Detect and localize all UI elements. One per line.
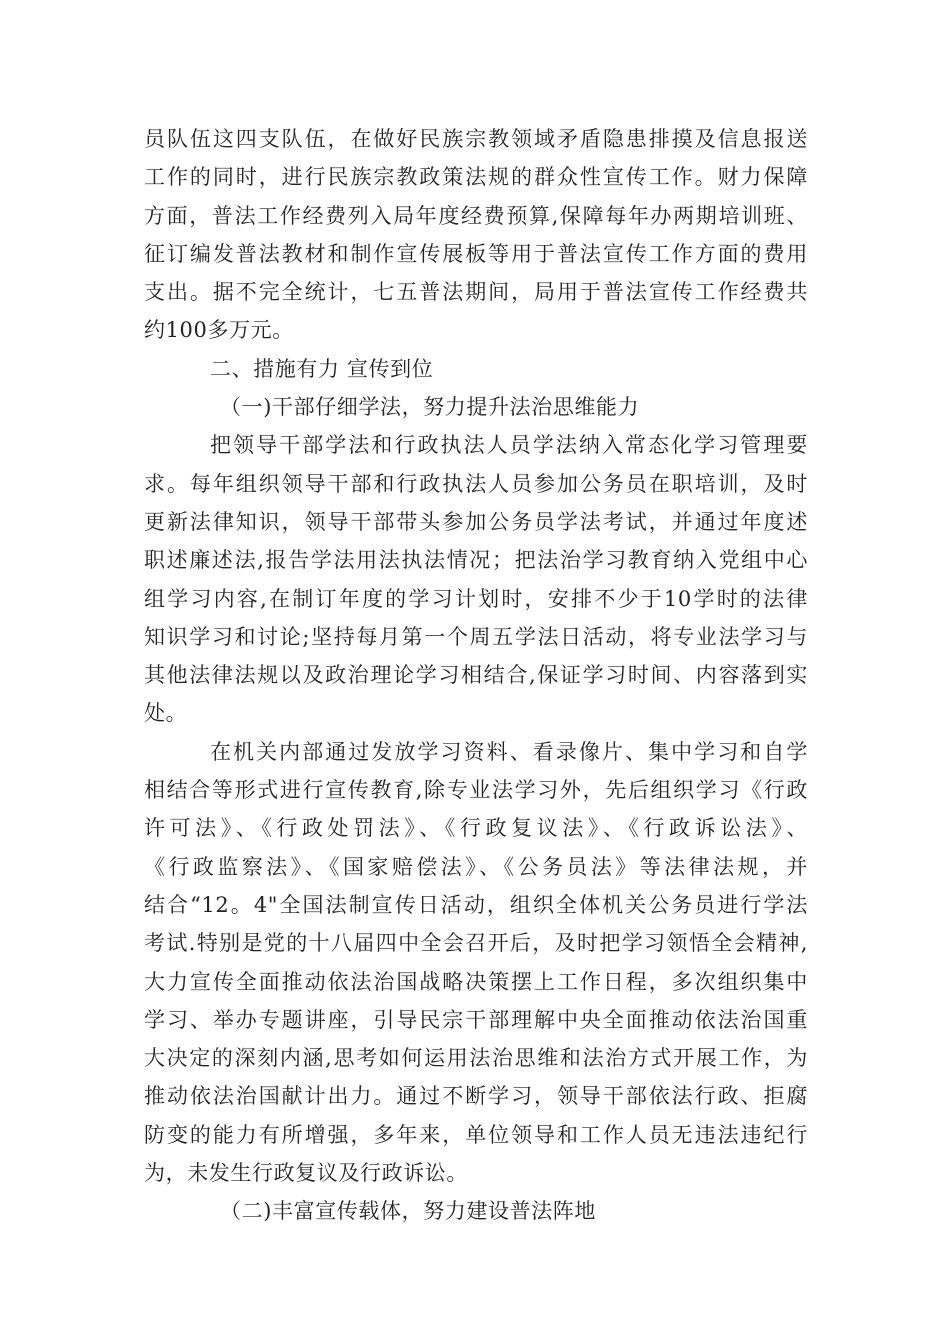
text-line: 支出。据不完全统计，七五普法期间，局用于普法宣传工作经费共 [144, 280, 808, 305]
text-line: 方面，普法工作经费列入局年度经费预算,保障每年办两期培训班、 [144, 203, 808, 228]
text-line: 知识学习和讨论;坚持每月第一个周五学法日活动，将专业法学习与 [144, 624, 808, 649]
text-line: 员队伍这四支队伍，在做好民族宗教领域矛盾隐患排摸及信息报送 [144, 127, 808, 151]
text-line: 防变的能力有所增强，多年来，单位领导和工作人员无违法违纪行 [144, 1122, 808, 1147]
section-heading: 二、措施有力 宣传到位 [210, 356, 434, 381]
text-line: 组学习内容,在制订年度的学习计划时，安排不少于10学时的法律 [144, 586, 808, 611]
text-line: 大力宣传全面推动依法治国战略决策摆上工作日程，多次组织集中 [144, 969, 808, 994]
text-line: 把领导干部学法和行政执法人员学法纳入常态化学习管理要 [210, 433, 808, 458]
text-line: 求。每年组织领导干部和行政执法人员参加公务员在职培训，及时 [144, 471, 808, 496]
text-line: 工作的同时，进行民族宗教政策法规的群众性宣传工作。财力保障 [144, 165, 808, 190]
paragraph-3 [144, 733, 808, 1193]
text-line: 更新法律知识，领导干部带头参加公务员学法考试，并通过年度述 [144, 509, 808, 534]
text-line: 《行政监察法》、《国家赔偿法》、《公务员法》等法律法规，并 [144, 854, 808, 879]
subsection-heading: （一)干部仔细学法，努力提升法治思维能力 [220, 395, 640, 420]
text-line: 学习、举办专题讲座，引导民宗干部理解中央全面推动依法治国重 [144, 1007, 808, 1032]
text-line: 结合“12。4"全国法制宣传日活动，组织全体机关公务员进行学法 [144, 892, 808, 917]
text-line: 约100多万元。 [144, 318, 294, 343]
text-line: 推动依法治国献计出力。通过不断学习，领导干部依法行政、拒腐 [144, 1084, 808, 1109]
text-line: 大决定的深刻内涵,思考如何运用法治思维和法治方式开展工作，为 [144, 1046, 808, 1071]
text-line: 处。 [144, 701, 188, 726]
text-line: 征订编发普法教材和制作宣传展板等用于普法宣传工作方面的费用 [144, 241, 808, 266]
paragraph-2 [144, 426, 808, 732]
text-line: 为，未发生行政复议及行政诉讼。 [144, 1161, 468, 1186]
text-line: 考试.特别是党的十八届四中全会召开后，及时把学习领悟全会精神, [144, 931, 808, 956]
document-body [144, 120, 808, 1231]
text-line: 许可法》、《行政处罚法》、《行政复议法》、《行政诉讼法》、 [144, 816, 808, 841]
text-line: 其他法律法规以及政治理论学习相结合,保证学习时间、内容落到实 [144, 663, 808, 688]
text-line: 在机关内部通过发放学习资料、看录像片、集中学习和自学 [210, 739, 808, 764]
subsection-heading: （二)丰富宣传载体，努力建设普法阵地 [220, 1199, 596, 1224]
text-line: 相结合等形式进行宣传教育,除专业法学习外，先后组织学习《行政 [144, 778, 808, 803]
paragraph-1 [144, 120, 808, 350]
text-line: 职述廉述法,报告学法用法执法情况；把法治学习教育纳入党组中心 [144, 548, 808, 573]
